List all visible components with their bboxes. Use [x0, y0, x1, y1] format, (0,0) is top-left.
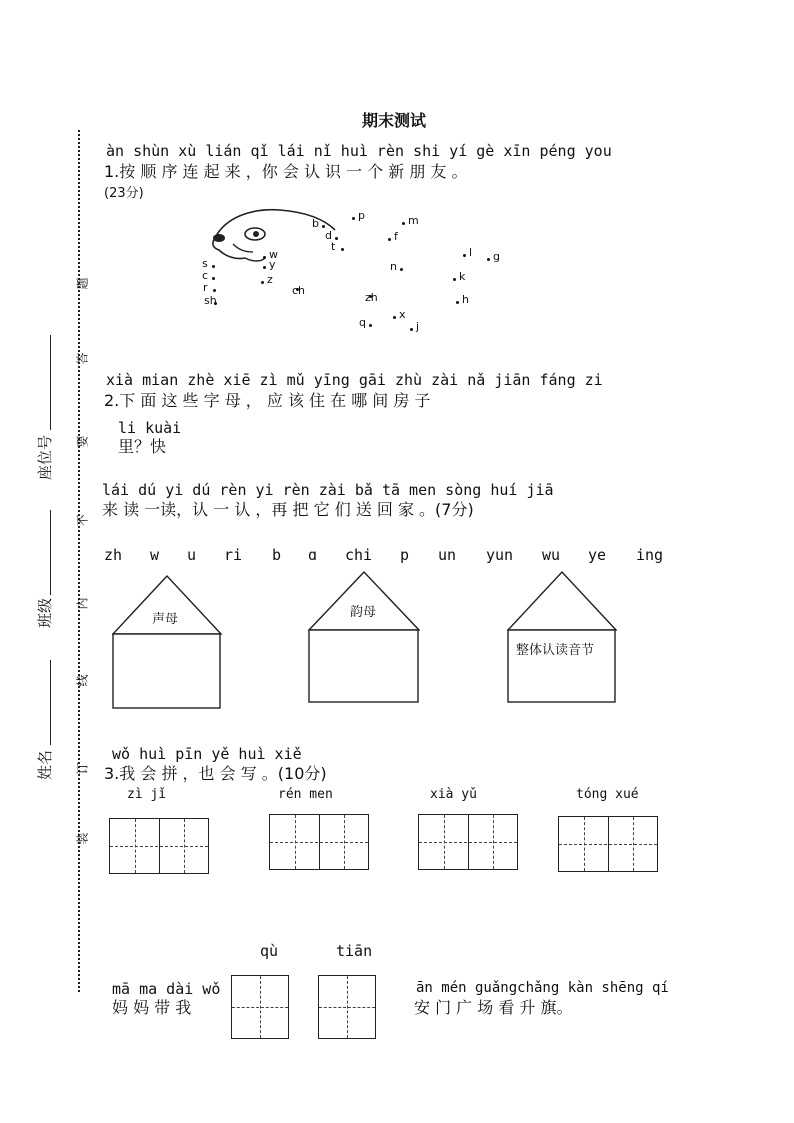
- sentence-left-pinyin: mā ma dài wǒ: [112, 980, 221, 998]
- connect-dot: [212, 277, 215, 280]
- word-pinyin: zì jǐ: [127, 787, 167, 802]
- connect-dot: [352, 217, 355, 220]
- writing-grid[interactable]: [109, 818, 209, 874]
- seat-label: 座位号: [36, 434, 54, 480]
- q3-text: 3.我 会 拼 ，也 会 写 。(10分): [104, 764, 327, 783]
- seal-char: 要: [75, 435, 90, 448]
- connect-dot: [393, 316, 396, 319]
- seal-char: 题: [75, 277, 90, 290]
- connect-dot-label: y: [269, 258, 276, 271]
- class-underline: [50, 510, 51, 595]
- connect-dot-label: h: [462, 293, 469, 306]
- connect-dot: [400, 268, 403, 271]
- connect-dot: [341, 248, 344, 251]
- connect-dot-label: j: [416, 320, 420, 333]
- connect-dot: [263, 266, 266, 269]
- house-label: 声母: [152, 612, 179, 627]
- connect-dot: [453, 278, 456, 281]
- q2-line3-pinyin: lái dú yi dú rèn yi rèn zài bǎ tā men sòng huí jiā: [102, 481, 554, 499]
- letter-item: ɑ: [308, 546, 318, 564]
- letter-item: wu: [542, 546, 561, 564]
- connect-dot: [213, 289, 216, 292]
- letter-item: ye: [588, 546, 607, 564]
- connect-dot-label: q: [359, 316, 366, 329]
- q1-text: 1.按 顺 序 连 起 来 ，你 会 认 识 一 个 新 朋 友 。: [104, 162, 468, 181]
- seal-char: 答: [75, 352, 90, 365]
- connect-dot-label: k: [459, 270, 466, 283]
- connect-dot-label: c: [202, 269, 209, 282]
- connect-dot-label: sh: [204, 294, 217, 307]
- letter-item: p: [400, 546, 410, 564]
- connect-dot-label: n: [390, 260, 397, 273]
- seal-char: 内: [75, 597, 90, 610]
- q2-line2-pinyin: li kuài: [118, 419, 182, 437]
- connect-dot: [410, 328, 413, 331]
- letter-item: b: [272, 546, 282, 564]
- house-label: 整体认读音节: [516, 643, 595, 658]
- letter-item: w: [150, 546, 160, 564]
- sentence-right-text: 安 门 广 场 看 升 旗。: [414, 998, 573, 1017]
- connect-dot: [263, 256, 266, 259]
- connect-dot: [369, 324, 372, 327]
- class-label: 班级: [36, 597, 54, 628]
- connect-dot: [322, 225, 325, 228]
- connect-dot-label: r: [203, 281, 208, 294]
- connect-dot-label: x: [399, 308, 406, 321]
- word-pinyin: rén men: [278, 787, 333, 802]
- blank-pinyin: tiān: [336, 942, 373, 960]
- connect-dot-label: f: [394, 230, 398, 243]
- connect-dot-label: s: [202, 257, 208, 270]
- word-pinyin: tóng xué: [576, 787, 639, 802]
- name-underline: [50, 660, 51, 745]
- seat-underline: [50, 335, 51, 430]
- q2-line3-text: 来 读 一读，认 一 认 ，再 把 它 们 送 回 家 。(7分): [102, 500, 474, 519]
- connect-dot: [402, 222, 405, 225]
- letter-item: u: [187, 546, 197, 564]
- sentence-left-text: 妈 妈 带 我: [112, 998, 192, 1017]
- sentence-right-pinyin: ān mén guǎngchǎng kàn shēng qí: [416, 980, 669, 996]
- connect-dot-label: b: [312, 217, 319, 230]
- page-title: 期末测试: [362, 111, 427, 130]
- connect-dot: [335, 237, 338, 240]
- connect-dot-label: p: [358, 209, 365, 222]
- blank-pinyin: qù: [260, 942, 279, 960]
- q1-pinyin: àn shùn xù lián qǐ lái nǐ huì rèn shi yí gè xīn péng you: [106, 142, 612, 160]
- q2-line2-text: 里？快: [118, 437, 167, 456]
- seal-char: 订: [75, 762, 90, 775]
- q3-pinyin: wǒ huì pīn yě huì xiě: [112, 745, 302, 763]
- connect-dot: [456, 301, 459, 304]
- writing-box[interactable]: [318, 975, 376, 1039]
- connect-dot-label: m: [408, 214, 419, 227]
- word-pinyin: xià yǔ: [430, 787, 477, 802]
- house-label: 韵母: [350, 605, 377, 620]
- connect-dot: [388, 238, 391, 241]
- seal-char: 不: [75, 514, 90, 527]
- name-label: 姓名: [36, 749, 54, 780]
- letter-item: chi: [345, 546, 373, 564]
- connect-dot: [212, 265, 215, 268]
- binding-line: [78, 130, 80, 992]
- letter-item: ri: [224, 546, 243, 564]
- q2-pinyin: xià mian zhè xiē zì mǔ yīng gāi zhù zài nǎ jiān fáng zi: [106, 371, 603, 389]
- q2-text: 2.下 面 这 些 字 母 ， 应 该 住 在 哪 间 房 子: [104, 391, 431, 410]
- letter-item: yun: [486, 546, 514, 564]
- connect-dot: [261, 281, 264, 284]
- seal-char: 装: [75, 832, 90, 845]
- letter-item: ing: [636, 546, 664, 564]
- letter-item: un: [438, 546, 457, 564]
- connect-dot-label: z: [267, 273, 273, 286]
- q1-score: (23分): [104, 186, 144, 201]
- connect-dot-label: d: [325, 229, 332, 242]
- connect-dot-label: g: [493, 250, 500, 263]
- connect-dot-label: zh: [365, 291, 378, 304]
- connect-dot-label: w: [269, 248, 278, 261]
- connect-dot: [463, 254, 466, 257]
- writing-grid[interactable]: [558, 816, 658, 872]
- writing-box[interactable]: [231, 975, 289, 1039]
- connect-dot: [487, 258, 490, 261]
- seal-char: 线: [75, 674, 90, 687]
- connect-dot-label: l: [469, 246, 473, 259]
- connect-dot-label: t: [331, 240, 336, 253]
- writing-grid[interactable]: [269, 814, 369, 870]
- writing-grid[interactable]: [418, 814, 518, 870]
- letter-item: zh: [104, 546, 123, 564]
- connect-dot-label: ch: [292, 284, 306, 297]
